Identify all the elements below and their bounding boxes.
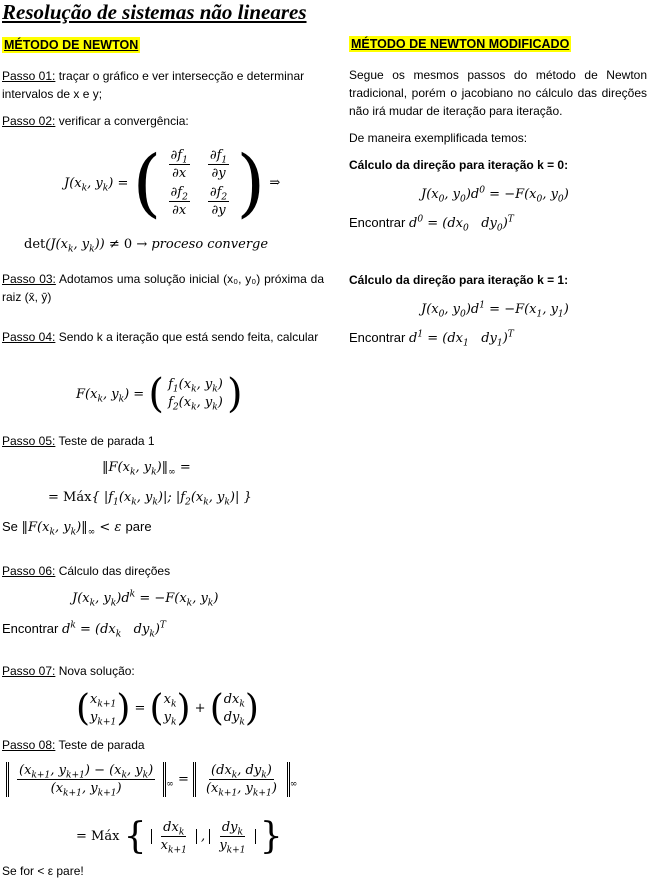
determinant-condition: $\det(J(x_k$, $y_k)) \ne 0$ → proceso converge	[24, 237, 269, 255]
step-03: Passo 03: Adotamos uma solução inicial (x₀, y₀) próxima da raiz (x̄, ȳ)	[2, 272, 324, 304]
newton-heading: MÉTODO DE NEWTON	[4, 38, 139, 52]
direction-eq-0: $J(x_0$, $y_0)d^0 = -F(x_0$, $y_0$)	[421, 185, 569, 205]
find-d1: Encontrar $d^1 = (dx_1$ $dy_1)^T$	[349, 329, 514, 349]
new-solution-equation: ( $x_{k+1}$ $y_{k+1}$ ) = ( $x_k$ $y_k$ ) + ( $dx_k$ $dy_k$ )	[76, 688, 259, 729]
function-vector: $F(x_k$, $y_k$) = ( $f_1(x_k$, $y_k$) $f_2(x_k$, $y_k$) )	[76, 371, 243, 417]
example-intro: De maneira exemplificada temos:	[349, 131, 528, 145]
stop-condition-1: Se $‖F(x_k$, $y_k)‖_\infty < \varepsilon$ pare	[2, 519, 152, 538]
norm-definition: $‖F(x_k$, $y_k)‖_\infty$ =	[102, 460, 191, 478]
max-ratio: = Máx { $\frac{dx_k}{x_{k+1}}$ , $\frac{dy_k}{y_{k+1}}$ }	[76, 816, 283, 857]
jacobian-equation: $J(x_k$, $y_k$) = ( $\frac{\partial f_1}{\partial x}$ $\frac{\partial f_1}{\partial y}$ $\frac{\partial f_2}{\partial x}$ $\frac{\partial f_2}{\partial y}$ ) ⇒	[64, 140, 281, 226]
page-title: Resolução de sistemas não lineares	[2, 0, 307, 24]
step-06: Passo 06: Cálculo das direções	[2, 564, 171, 578]
step-04: Passo 04: Sendo k a iteração que está sendo feita, calcular	[2, 330, 319, 344]
find-direction: Encontrar $d^k = (dx_k$ $dy_k)^T$	[2, 620, 166, 640]
step-02: Passo 02: verificar a convergência:	[2, 114, 189, 128]
stop-condition-2: $\frac{(x_{k+1}, y_{k+1}) - (x_k, y_k)}{(x_{k+1}, y_{k+1})}$ $_\infty$ = $\frac{(dx_k, dy_k)}{(x_{k+1}, y_{k+1})}$ $_\infty$	[6, 762, 297, 797]
modified-description: Segue os mesmos passos do método de Newton tradicional, porém o jacobiano no cálculo das direções não irá mudar de iteração para iteração.	[349, 68, 647, 118]
calc-iteration-0: Cálculo da direção para iteração k = 0:	[349, 158, 569, 172]
direction-eq-1: $J(x_0$, $y_0)d^1 = -F(x_1$, $y_1$)	[421, 300, 569, 320]
step-01: Passo 01: traçar o gráfico e ver intersecção e determinar intervalos de x e y;	[2, 69, 305, 101]
step-05: Passo 05: Teste de parada 1	[2, 434, 155, 448]
direction-equation: $J(x_k$, $y_k)d^k = -F(x_k$, $y_k$)	[72, 589, 219, 609]
find-d0: Encontrar $d^0 = (dx_0$ $dy_0)^T$	[349, 214, 514, 234]
modified-newton-heading: MÉTODO DE NEWTON MODIFICADO	[351, 37, 570, 51]
step-08: Passo 08: Teste de parada	[2, 738, 145, 752]
norm-max: = Máx{ $|f_1(x_k$, $y_k)|$; $|f_2(x_k$, $y_k)|$ }	[48, 490, 252, 508]
final-stop: Se for < ε pare!	[2, 864, 84, 878]
calc-iteration-1: Cálculo da direção para iteração k = 1:	[349, 273, 569, 287]
step-07: Passo 07: Nova solução:	[2, 664, 135, 678]
